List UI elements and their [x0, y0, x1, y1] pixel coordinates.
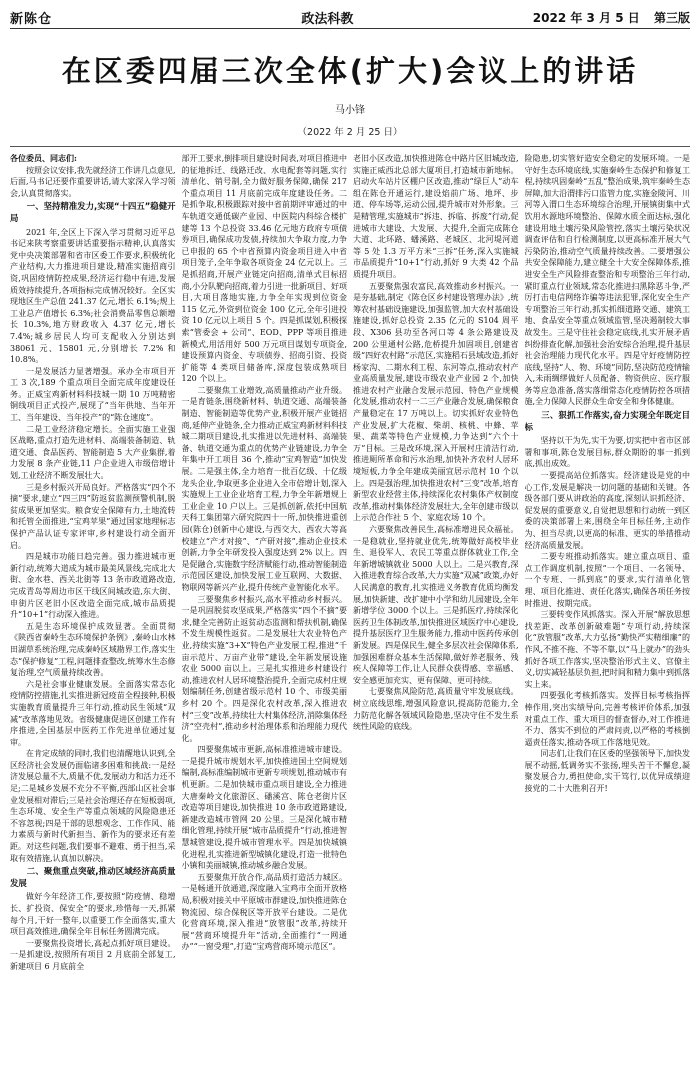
column-1 — [10, 153, 176, 1068]
paragraph: 二要专班推动抓落实。建立重点项目、重点工作调度机制,按照“一个项目、一名领导、一个专班、一抓到底”的要求,实行清单化管理、项目化推进、责任化落实,确保各项任务按时推进、按期完成。 — [524, 552, 690, 608]
paragraph: 一要提高站位抓落实。经济建设是党的中心工作,发展是解决一切问题的基础和关键。各级各部门要从讲政治的高度,深刻认识抓经济、促发展的重要意义,自觉把思想和行动统一到区委的决策部署上来,围绕全年目标任务,主动作为、担当尽责,以更高的标准、更实的举措推动经济高质量发展。 — [524, 471, 690, 550]
paragraph: 同志们,让我们在区委的坚强领导下,加快发展不动摇,低调务实不张扬,埋头苦干不懈怠,凝聚发展合力,勇担使命,实干笃行,以优异成绩迎接党的二十大胜利召开! — [524, 749, 690, 794]
paragraph: 一是发展活力显著增强。承办全市项目开工 3 次,189 个重点项目全面完成年度建设任务。正威宝鸡新材料科技城一期 10 万吨精密铜线项目正式投产,展现了“当年供地、当年开工、当年建设、当年投产”的“陈仓速度”。 — [10, 366, 176, 423]
section-heading: 一、坚持精准发力,实现“十四五”稳健开局 — [10, 201, 176, 223]
paragraph: 坚持以干为先,实干为要,切实把中省市区部署和事项,陈仓发展目标,群众期盼的事一抓到底,抓出成效。 — [524, 436, 690, 469]
column-2 — [182, 153, 348, 1068]
paragraph: 五要聚焦开放合作,高品质打造活力城区。一是畅通开放通道,深度融入宝鸡市全面开放格局,积极对接关中平原城市群建设,加快推进陈仓物流园、综合保税区等开放平台建设。二是优化营商环境,深入推进“放管服”改革,持续开展“营商环境提升年”活动,全面推行“一网通办”“一窗受理”,打造“宝鸡营商环境示范区”。 — [181, 872, 347, 952]
issue-date: 2022 年 3 月 5 日 — [532, 10, 640, 25]
column-4 — [525, 153, 691, 1068]
article-header — [10, 29, 690, 147]
article-date: （2022 年 2 月 25 日） — [297, 127, 403, 138]
article-body — [10, 153, 690, 1068]
paragraph: 做好今年经济工作,要按照“防疫情、稳增长、扩投资、保安全”的要求,珍惜每一天,抓紧每个月,干好一整年,以重要工作全面落实,重大项目高效推进,确保全年目标任务圆满完成。 — [10, 892, 176, 937]
paragraph: 2021 年,全区上下深入学习贯彻习近平总书记来陕考察重要讲话重要指示精神,认真落实党中央决策部署和省市区委工作要求,积极统化产业结构,大力推进项目建设,精准实施招商引资,巩固疫情防控成果,经济运行稳中有进,发展质效持续提升,各项指标完成情况较好。全区实现地区生产总值 241.37 亿元,增长 6.1%;规上工业总产值增长 6.3%;社会消费品零售总额增长 10.3%,地方财政收入 4.37 亿元,增长 7.4%;城乡居民人均可支配收入分别达到 38061 元、15801 元,分别增长 7.2% 和 10.8%。 — [10, 227, 176, 365]
article-title: 在区委四届三次全体(扩大)会议上的讲话 — [61, 54, 639, 88]
paragraph: 三要转变作风抓落实。深入开展“解放思想找差距、改革创新破难题”专项行动,持续深化“放管服”改革,大力弘扬“勤快严实精细廉”的作风,不推不拖、不等不靠,以“马上就办”的劲头抓好各项工作落实,坚决整治形式主义、官僚主义,切实减轻基层负担,把时间和精力集中到抓落实上来。 — [524, 610, 690, 689]
paragraph: 二是工业经济稳定增长。全面实施工业强区战略,重点打造先进材料、高端装备制造、轨道交通、食品医药、智能制造 5 大产业集群,着力发展 8 条产业链,11 户企业进入市级倍增计划,工业经济不断发展壮大。 — [10, 424, 176, 481]
paragraph: 部开工要求,倒排项目建设时间表,对项目推进中的征地拆迁、线路迁改、水电配套等问题,实行清单化、销号制,全力做好服务保障,确保 217 个重点项目 11 月底前完成年度建设任务。二是抓争取,积极跟踪对接中省前期评审通过的中车轨道交通低碳产业园、中医院内科综合楼扩建等 13 个总投资 33.46 亿元地方政府专项债券项目,确保成功发债,持续加大争取力度,力争已申报的 65 个中省预算内资金项目进入中省项目笼子,全年争取各项资金 24 亿元以上。三是抓招商,开展产业链定向招商,清单式目标招商,小分队靶向招商,着力引进一批新项目、好项目,大项目落地实施,力争全年实现到位资金 115 亿元,外资到位资金 100 亿元,全年引进投资 10 亿元以上项目 5 个。四是抓谋划,积极探索“管委会 + 公司”、EOD、PPP 等项目推进新模式,用活用好 500 万元项目谋划专项资金,建设预算内资金、专项债券、招商引资、投资扩能等 4 类项目储备库,深度包装成熟项目 120 个以上。 — [181, 154, 347, 384]
article-author: 马小锋 — [335, 105, 365, 116]
paragraph: 在肯定成绩的同时,我们也清醒地认识到,全区经济社会发展仍面临诸多困难和挑战:一是经济发展总量不大,质量不优,发展动力和活力还不足;二是城乡发展不充分不平衡,西部山区社会事业发展相对滞后;三是社会治理还存在短板弱项,生态环境、安全生产等重点领域的风险隐患还不容忽视;四是干部的思想观念、工作作风、能力素质与新时代新担当、新作为的要求还有差距。对这些问题,我们要事不避难、勇于担当,采取有效措施,认真加以解决。 — [10, 749, 176, 863]
paragraph: 七要聚焦风险防范,高质量守牢发展底线。树立底线思维,增强风险意识,提高防范能力,全力防范化解各领域风险隐患,坚决守住不发生系统性风险的底线。 — [353, 687, 519, 732]
paragraph: 二要聚焦工业增效,高质量推动产业升级。一是育链条,围绕新材料、轨道交通、高端装备制造、智能制造等优势产业,积极开展产业链招商,延伸产业链条,全力推动正威宝鸡新材料科技城二期项目建设,扎实推进以先进材料、高端装备、轨道交通为重点的优势产业链建设,力争全年集中开工项目 36 个,推动“宝鸡智造”加快发展。二是强主体,全力培育一批百亿级、十亿级龙头企业,争取更多企业进入全市倍增计划,深入实施规上工业企业培育工程,力争全年新增规上工业企业 10 户以上。三是抓创新,依托中国航天科工集团第六研究院四十一所,加快推进重创园(陈仓)创新中心建设,与西交大、西农大等高校建立“产才对接”、“产研对接”,推动企业技术创新,力争全年研发投入强度达到 2% 以上。四是促融合,实施数字经济赋能行动,推动智能制造示范园区建设,加快发展工业互联网、大数据、物联网等新兴产业,提升传统产业智能化水平。 — [181, 385, 347, 592]
paragraph: 一要聚焦投资增长,高起点抓好项目建设。一是抓建设,按照所有项目 2 月底前全部复工,新建项目 6 月底前全 — [10, 938, 176, 971]
paragraph: 三是乡村振兴开局良好。严格落实“四个不摘”要求,建立“四三四”防返贫监测预警机制,脱贫成果更加坚实。粮食安全保障有力,土地流转和托管全面推进,“宝鸡苹果”通过国家地理标志保护产品认证专家评审,乡村建设行动全面开启。 — [10, 482, 176, 550]
paragraph: 三要聚焦乡村振兴,高水平推动乡村振兴。一是巩固脱贫攻坚成果,严格落实“四个不摘”要求,健全完善防止返贫动态监测和帮扶机制,确保不发生规模性返贫。二是发展壮大农业特色产业,持续实施“3+X”特色产业发展工程,推进“千亩示范片、万亩产业带”建设,全年新发展设施农业 5000 亩以上。三是扎实推进乡村建设行动,推进农村人居环境整治提升,全面完成村庄规划编制任务,创建省级示范村 10 个、市级美丽乡村 20 个。四是深化农村改革,深入推进农村“三变”改革,持续壮大村集体经济,消除集体经济“空壳村”,推动乡村治理体系和治理能力现代化。 — [181, 594, 347, 743]
paragraph: 四要强化考核抓落实。发挥目标考核指挥棒作用,突出实绩导向,完善考核评价体系,加强对重点工作、重大项目的督查督办,对工作推进不力、落实不到位的严肃问责,以严格的考核倒逼责任落实,推动各项工作落地见效。 — [524, 691, 690, 747]
section-name: 政法科教 — [301, 11, 354, 27]
paragraph: 四是城市功能日趋完善。强力推进城市更新行动,统筹大道成为城市最美风景线,完成北大街、金水巷、西关北街等 13 条市政道路改造,完成青岛等周边市区干线区间城改造,东大街、申街片区老旧小区改造全面完成,城市品质提升“10+1”行动深入推进。 — [10, 552, 176, 620]
paragraph: 五是生态环境保护成效显著。全面贯彻《陕西省秦岭生态环境保护条例》,秦岭山水林田湖草系统治理,完成秦岭区域勘界工作,落实生态“保护修复”工程,问题排查整改,统筹水生态修复治理,空气质量持续改善。 — [10, 621, 176, 678]
paragraph: 按照会议安排,我先就经济工作讲几点意见,后面,马书记还要作重要讲话,请大家深入学习领会,认真贯彻落实。 — [10, 165, 176, 198]
paragraph: 险隐患,切实管好造安全稳定的发展环境。一是守好生态环境底线,实施秦岭生态保护和修复工程,持续巩固秦岭“五乱”整治成果,筑牢秦岭生态屏障,加大沿渭排污口监管力度,实施金陵河、川河等入渭口生态环境综合治理,开展镇街集中式饮用水源地环境整治、保障水质全面达标,强化建设用地土壤污染风险管控,落实土壤污染状况调查评估和自行检测制度,以更高标准开展大气污染防治,推动空气质量持续改善。二要增强公共安全保障能力,建立健全十大安全保障体系,推进安全生产风险排查整治和专项整治三年行动,紧盯重点行业领域,常态化推进扫黑除恶斗争,严厉打击电信网络诈骗等违法犯罪,深化安全生产专项整治三年行动,抓实抓细道路交通、建筑工地、食品安全等重点领域监管,坚决遏制较大事故发生。三是守住社会稳定底线,扎实开展矛盾纠纷排查化解,加强社会治安综合治理,提升基层社会治理能力现代化水平。四是守好疫情防控底线,坚持“人、物、环境”同防,坚决防范疫情输入,未雨绸缪做好人员配备、物资供应、医疗服务等应急准备,落实落细常态化疫情防控各项措施,全力保障人民群众生命安全和身体健康。 — [524, 154, 690, 407]
page-header — [10, 6, 690, 29]
newspaper-name: 新陈仓 — [10, 11, 53, 27]
section-heading: 三、狠抓工作落实,奋力实现全年既定目标 — [524, 410, 690, 432]
paragraph: 四要聚焦城市更新,高标准推进城市建设。一是提升城市规划水平,加快推进国土空间规划编制,高标准编制城市更新专项规划,推动城市有机更新。二是加快城市重点项目建设,全力推进大唐秦岭文化旅游区、磻溪宫、陈仓老街片区改造等项目建设,加快推进 10 条市政道路建设,新建改造城市管网 20 公里。三是深化城市精细化管理,持续开展“城市品质提升”行动,推进智慧城管建设,提升城市管理水平。四是加快城镇化进程,扎实推进新型城镇化建设,打造一批特色小镇和美丽城镇,推动城乡融合发展。 — [181, 745, 347, 871]
paragraph: 六要聚焦改善民生,高标准增进民众福祉。一是稳就业,坚持就业优先,统筹做好高校毕业生、退役军人、农民工等重点群体就业工作,全年新增城镇就业 5000 人以上。二是兴教育,深入推进教育综合改革,大力实施“双减”政策,办好人民满意的教育,扎实推进义务教育优质均衡发展,加快新建、改扩建中小学和幼儿园建设,全年新增学位 3000 个以上。三是抓医疗,持续深化医药卫生体制改革,加快推进区域医疗中心建设,提升基层医疗卫生服务能力,推动中医药传承创新发展。四是保民生,健全多层次社会保障体系,加强困难群众基本生活保障,做好养老服务、残疾人保障等工作,让人民群众获得感、幸福感、安全感更加充实、更有保障、更可持续。 — [353, 525, 519, 685]
paragraph: 六是社会事业健康发展。全面落实常态化疫情防控措施,扎实推进新冠疫苗全程接种,积极实施教育质量提升三年行动,推动民生领域“双减”改革落地见效。省级健康促进区创建工作有序推进,全国基层中医药工作先进单位通过复审。 — [10, 679, 176, 747]
column-3 — [353, 153, 519, 1068]
greeting: 各位委员、同志们: — [10, 153, 77, 163]
section-heading: 二、聚焦重点突破,推动区域经济高质量发展 — [10, 866, 176, 888]
issue-info — [523, 9, 690, 26]
paragraph: 五要聚焦强农富民,高效推动乡村振兴。一是夯基础,制定《陈仓区乡村建设管理办法》,统筹农村基础设施建设,加强监管,加大农村基础设施建设,抓好总投资 2.35 亿元的 S104 周平段、X306 县功至各河口等 4 条公路建设及 200 公里通村公路,危桥提升加固项目,创建省级“四好农村路”示范区,实施稻石县域改造,抓好杨家沟、二期水利工程、东河等点,推动农村产业高质量发展,建设市级农业产业园 2 个,加快推进农村产业融合发展示范园、特色产业规模化发展,推动农村一二三产业融合发展,确保粮食产量稳定在 17 万吨以上。切实抓好农业特色产业发展,扩大花椒、柴胡、核桃、中蜂、苹果、蔬菜等特色产业规模,力争达到“六个十万”目标。三是改环境,深入开展村庄清洁行动,推进厕所革命和污水治理,加快补齐农村人居环境短板,力争全年建成美丽宜居示范村 10 个以上。四是强治理,加快推进农村“三变”改革,培育新型农业经营主体,持续深化农村集体产权制度改革,推动村集体经济发展壮大,全年创建市级以上示范合作社 5 个、家庭农场 10 个。 — [353, 281, 519, 523]
page-number: 第三版 — [653, 10, 690, 25]
paragraph: 老旧小区改造,加快推进陈仓中路片区旧城改造,实施正威西北总部大厦项目,打造城市新地标。启动火车站片区棚户区改造,推动“绿巨人”动车组在陈仓开通运行,建设焰前广场、地坪、步道、停车场等,运动公园,提升城市对外形象。三是精管理,实施城市“拆违、拆临、拆废”行动,促进城市大建设、大发展、大提升,全面完成陈仓大道、北环路、蟠溪路、老城区、北河堤河道等 5 处 1.3 万平方米“三拆”任务,深入实施城市品质提升“10+1”行动,抓好 9 大类 42 个品质提升项目。 — [353, 154, 519, 279]
